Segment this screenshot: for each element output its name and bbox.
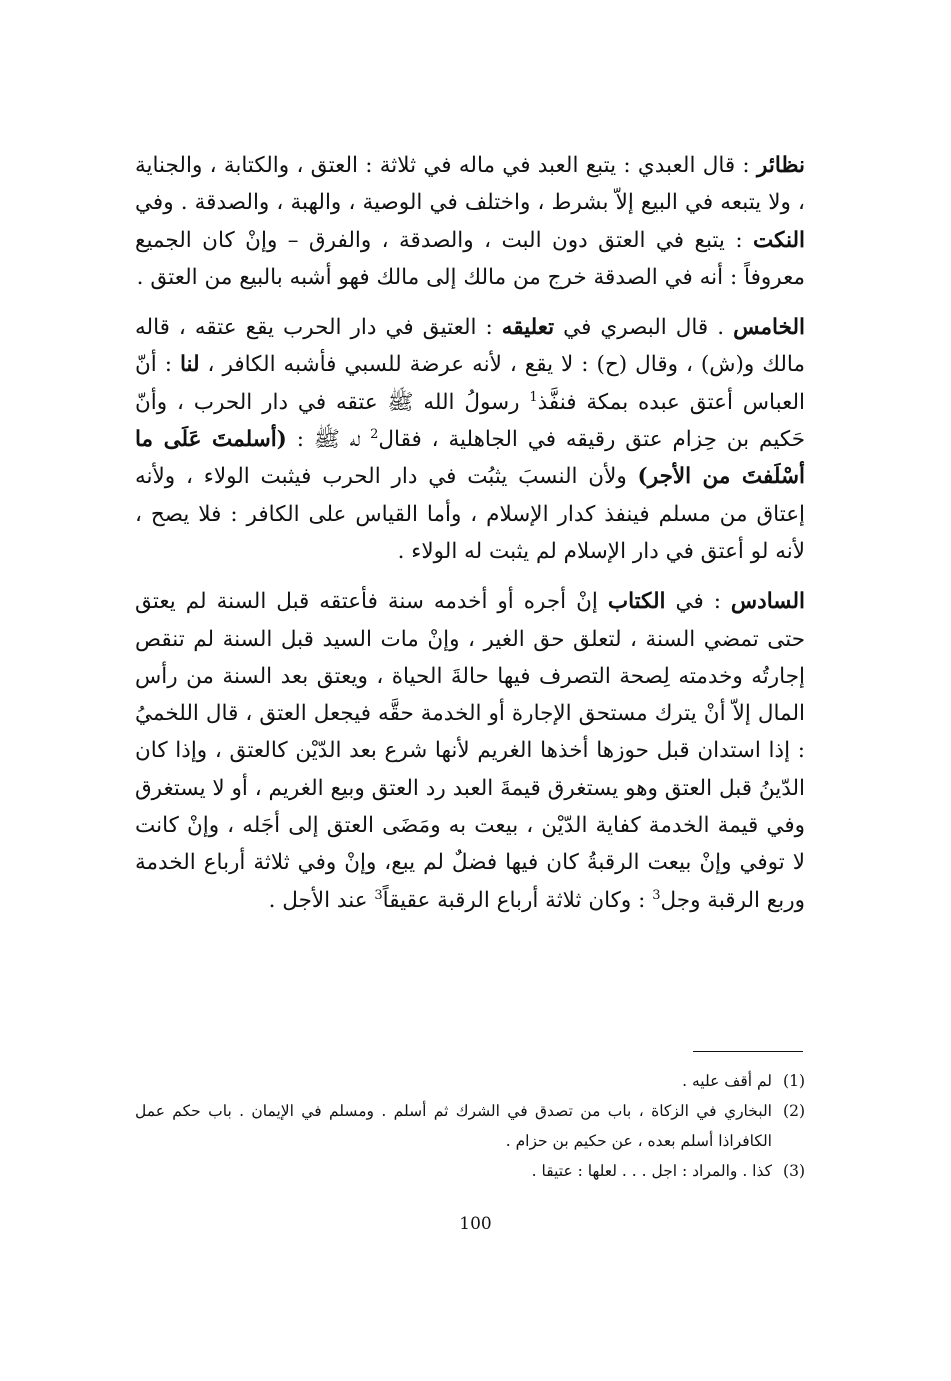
footnote-item (135, 1066, 805, 1096)
footnote-text: كذا . والمراد : اجل . . . لعلها : عتيقا . (531, 1162, 772, 1180)
page-number: 100 (459, 1214, 492, 1234)
main-text (135, 147, 805, 919)
section-heading: نظائر (756, 153, 805, 178)
source-title: الكتاب (607, 589, 666, 615)
footnotes (135, 1066, 805, 1186)
footnote-item (135, 1156, 805, 1186)
hadith-quote: (أسلمتَ عَلَى ما أسْلَفتَ من الأجر) (135, 427, 805, 490)
argument-marker: لنا (179, 352, 200, 378)
footnote-text: لم أقف عليه . (682, 1072, 772, 1090)
section-heading: السادس (730, 589, 805, 615)
footnote-text: البخاري في الزكاة ، باب من تصدق في الشرك ثم أسلم . ومسلم في الإيمان . باب حكم عمل الكافراذا أسلم بعده ، عن حكيم بن حزام . (135, 1102, 772, 1150)
footnote-ref[interactable]: 3 (374, 887, 383, 903)
footnote-number: (3) (783, 1162, 805, 1180)
section-heading: الخامس (733, 315, 805, 341)
footnote-number: (1) (783, 1072, 805, 1090)
footnote-ref[interactable]: 2 (370, 426, 379, 442)
paragraph-fifth: الخامس . قال البصري في تعليقه : العتيق في دار الحرب يقع عتقه ، قاله مالك و(ش) ، وقال (ح) : لا يقع ، لأنه عرضة للسبي فأشبه الكافر ، لنا : أنّ العباس أعتق عبده بمكة فنفَّذ$^1$ رسولُ الله ﷺ عتقه في دار الحرب ، وأنّ حَكيم بن حِزام عتق رقيقه في الجاهلية ، فقال$^2$ له ﷺ : (أسلمتَ عَلَى ما أسْلَفتَ من الأجر) ولأن النسبَ يثبُت في دار الحرب فيثبت الولاء ، ولأنه إعتاق من مسلم فينفذ كدار الإسلام ، وأما القياس على الكافر : فلا يصح ، لأنه لو أعتق في دار الإسلام لم يثبت له الولاء . (135, 315, 805, 564)
source-title: تعليقه (501, 315, 555, 341)
paragraph-nazaer: نظائر : قال العبدي : يتبع العبد في ماله في ثلاثة : العتق ، والكتابة ، والجناية ، ولا يتبعه في البيع إلاّ بشرط ، واختلف في الوصية ، والهبة ، والصدقة . وفي النكت : يتبع في العتق دون البت ، والصدقة ، والفرق – وإنْ كان الجميع معروفاً : أنه في الصدقة خرج من مالك إلى مالك فهو أشبه بالبيع من العتق . (135, 153, 805, 290)
footnote-divider (693, 1051, 803, 1052)
footnote-ref[interactable]: 1 (529, 389, 538, 405)
footnote-item (135, 1096, 805, 1156)
footnote-ref[interactable]: 3 (652, 887, 661, 903)
source-title: النكت (753, 227, 805, 253)
footnote-number: (2) (783, 1102, 805, 1120)
paragraph-sixth: السادس : في الكتاب إنْ أجره أو أخدمه سنة فأعتقه قبل السنة لم يعتق حتى تمضي السنة ، لتعلق حق الغير ، وإنْ مات السيد قبل السنة لم تنقص إجارتُه وخدمته لِصحة التصرف فيها حالةَ الحياة ، ويعتق بعد السنة من رأس المال إلاّ أنْ يترك مستحق الإجارة أو الخدمة حقَّه فيجعل العتق ، قال اللخميُ : إذا استدان قبل حوزها أخذها الغريم لأنها شرع بعد الدّيْن كالعتق ، وإذا كان الدّينُ قبل العتق وهو يستغرق قيمةَ العبد رد العتق وبيع الغريم ، أو لا يستغرق وفي قيمة الخدمة كفاية الدّيْن ، بيعت به ومَضَى العتق إلى أجَله ، وإنْ كانت لا توفي وإنْ بيعت الرقبةُ كان فيها فضلٌ لم يبع، وإنْ وفي ثلاثة أرباع الخدمة وربع الرقبة وجل$^3$ : وكان ثلاثة أرباع الرقبة عقيقاً$^3$ عند الأجل . (135, 589, 805, 913)
